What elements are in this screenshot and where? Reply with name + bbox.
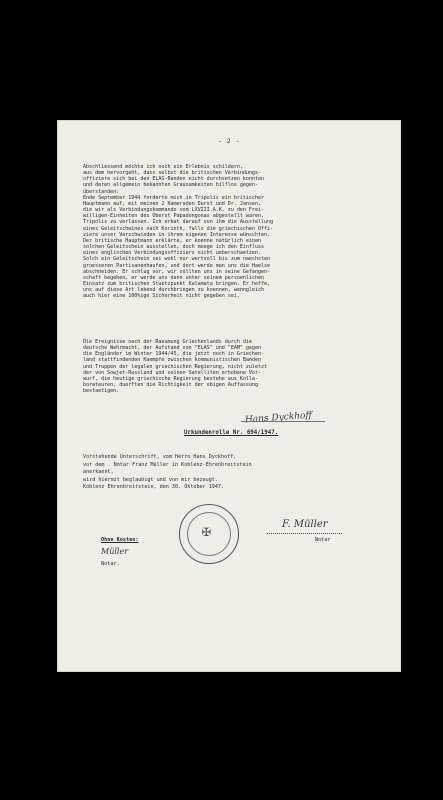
ohne-kosten-label: Ohne Kosten: [101, 537, 139, 543]
signature-dyckhoff: Hans Dyckhoff [244, 410, 313, 426]
urkundenrolle-heading: Urkundenrolle Nr. 694/1947. [184, 430, 279, 436]
notar-label-right: Notar [315, 537, 331, 543]
page-number: - 2 - [217, 137, 241, 145]
notary-seal-stamp [179, 504, 239, 564]
eagle-icon: ✠ [202, 522, 212, 540]
notary-signature-line [267, 533, 342, 534]
document-page [57, 120, 401, 672]
notar-label-left: Notar. [101, 561, 120, 567]
paragraph-1: Abschliessend möchte ich noch ein Erlebnis schildern, aus dem hervorgeht, dass selbst die britischen Verbindungs- offiziere sich bei den ELAS-Banden nicht durchsetzen konnten und deren allgemein bekannten Grausamkeiten hilflos gegen- überstanden: Ende September 1944 forderte mich in Tripolis ein britischer Hauptmann auf, mit meinen 2 Kameraden Durst und Dr. Jansen, die wir als Verbindungskommando vom LXVIII.A.K. zu den Frei- willigen-Einheiten des Oberst Papadongonas abgestellt waren, Tripolis zu verlassen. Ich erbat darauf von ihm die Ausstellung eines Geleitscheines nach Korinth, falls die griechischen Offi- ziere unser Verschwinden in ihrem eigenen Interesse wünschten. Der britische Hauptmann erklärte, er koenne natürlich einen solchen Geleitschein ausstellen, doch moege ich den Einfluss eines englischen Verbindungsoffiziers nicht ueberschaetzen. Solch ein Geleitschein sei wohl nur wertvoll bis zum naechsten groesseren Partisanenhaufen, und dort werde man uns die Haelse abschneiden. Er schlug vor, wir sollten uns in seine Gefangen- schaft begeben, er werde uns dann unter seinem persoenlichen Einsatz zum britischen Stuetzpunkt Kalamata bringen. Er hoffe, uns auf diese Art lebend durchbringen zu koennen, wenngleich auch hier eine 100%ige Sicherheit nicht gegeben sei. [83, 164, 274, 300]
signature-line [241, 421, 325, 422]
signature-notary: F. Müller [282, 519, 328, 530]
signature-short: Müller [101, 547, 129, 556]
paragraph-2: Die Ereignisse nach der Raeumung Griechenlands durch die deutsche Wehrmacht, der Aufstand von "ELAS" und "EAM" gegen die Engländer im Winter 1944/45, die jetzt noch in Griechen- land stattfindenden Kaempfe zwischen kommunistischen Banden und Truppen der legalen griechischen Regierung, nicht zuletzt der von Sowjet-Russland und seinen Satelliten erhobene Vor- wurf, die heutige griechische Regierung bestehe aus Kolla- borateuren, duerften die Richtigkeit der obigen Auffassung bestaetigen. [83, 339, 268, 395]
notary-certification: Vorstehende Unterschrift, vom Herrn Hans Dyckhoff, vor dem . Notar Franz Müller in Koblenz-Ehrenbreitstein anerkannt, wird hiermit beglaubigt und von mir bezeugt. Koblenz Ehrenbreitstein, den 30. Oktober 1947. [83, 454, 252, 491]
